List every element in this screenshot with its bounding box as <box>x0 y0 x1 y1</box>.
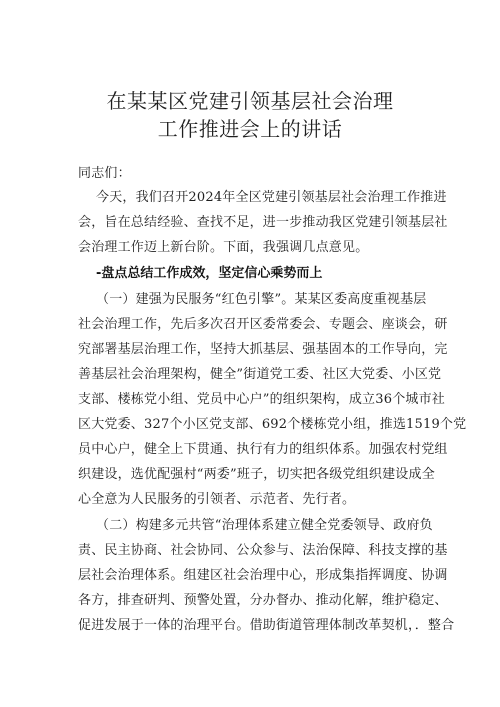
paragraph-line: 心全意为人民服务的引领者、示范者、先行者。 <box>78 492 356 507</box>
paragraph-line: 究部署基层治理工作，坚持大抓基层、强基固本的工作导向，完 <box>78 342 448 357</box>
paragraph-line: 支部、楼栋党小组、党员中心户”的组织架构，成立36个城市社 <box>78 392 445 407</box>
intro-line: 会，旨在总结经验、查找不足，进一步推动我区党建引领基层社 <box>78 215 448 230</box>
paragraph-line: （一）建强为民服务“红色引擎”。某某区委高度重视基层 <box>96 292 427 307</box>
section-heading: -盘点总结工作成效，坚定信心乘势而上 <box>96 266 323 281</box>
paragraph-line: 促进发展于一体的治理平台。借助街道管理体制改革契机，．整合 <box>78 618 455 633</box>
paragraph-line: 善基层社会治理架构，健全”街道党工委、社区大党委、小区党 <box>78 367 442 382</box>
paragraph-line: 织建设，选优配强村“两委”班子，切实把各级党组织建设成全 <box>78 467 435 482</box>
document-title-line-2: 工作推进会上的讲话 <box>157 117 343 141</box>
paragraph-line: 员中心户，健全上下贯通、执行有力的组织体系。加强农村党组 <box>78 442 448 457</box>
paragraph-line: 区大党委、327个小区党支部、692个楼栋党小组，推选1519个党 <box>78 417 467 432</box>
paragraph-line: 社会治理工作，先后多次召开区委常委会、专题会、座谈会，研 <box>78 317 448 332</box>
document-title-line-1: 在某某区党建引领基层社会治理 <box>106 89 394 113</box>
paragraph-line: （二）构建多元共管“治理体系建立健全党委领导、政府负 <box>96 518 433 533</box>
paragraph-line: 责、民主协商、社会协同、公众参与、法治保障、科技支撑的基 <box>78 543 448 558</box>
paragraph-line: 层社会治理体系。组建区社会治理中心，形成集指挥调度、协调 <box>78 568 448 583</box>
intro-line: 今天，我们召开2024年全区党建引领基层社会治理工作推进 <box>96 190 447 205</box>
paragraph-line: 各方，排查研判、预警处置，分办督办、推动化解，维护稳定、 <box>78 593 448 608</box>
intro-line: 会治理工作迈上新台阶。下面，我强调几点意见。 <box>78 240 369 255</box>
salutation: 同志们： <box>78 166 131 181</box>
